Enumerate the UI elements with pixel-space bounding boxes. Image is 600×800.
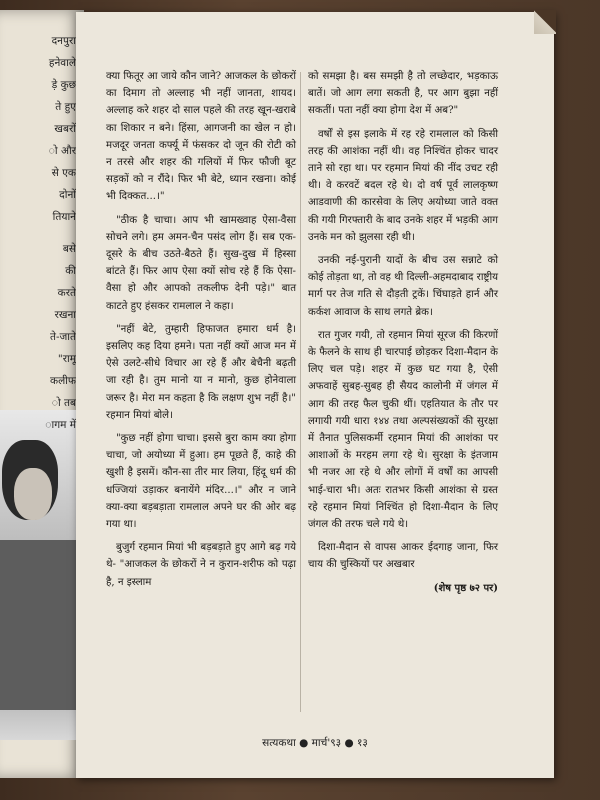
facing-text-line: की [65,265,76,277]
photo-body [0,540,78,710]
page-footer: सत्यकथा ● मार्च'९३ ● १३ [262,737,368,749]
paragraph: वर्षों से इस इलाके में रह रहे रामलाल को किसी तरह की आशंका नहीं थी। वह निश्चिंत होकर चादर ताने सो रहा था। पर रहमान मियां की नींद उचट रही थी। वे करवटें बदल रहे थे। दो वर्ष पूर्व लालकृष्ण आडवाणी की कारसेवा के लिए अयोध्या जाते वक्त की गयी गिरफ्तारी के बाद उनके शहर में भड़की आग उनके मन को झुलसा रही थी। [308,128,498,243]
paragraph: दिशा-मैदान से वापस आकर ईदगाह जाना, फिर चाय की चुस्कियों पर अखबार [308,542,498,571]
facing-text-line: करते [57,287,76,299]
paragraph: रात गुजर गयी, तो रहमान मियां सूरज की किरणों के फैलने के साथ ही चारपाई छोड़कर दिशा-मैदान के लिए चल पड़े। शहर में कुछ घट गया है, ऐसी अफवाहें सुबह-सुबह ही सैयद कालोनी में जंगल में आग की तरह फैल चुकी थीं। एहतियात के तौर पर लगायी गयी धारा १४४ तथा अल्पसंख्यकों की सुरक्षा में तैनात पुलिसकर्मी रहमान मियां की आशंका पर आशाओं के मरहम लगा रहे थे। सुरक्षा के इंतजाम भी नजर आ रहे थे और लोगों में वर्षों का आपसी भाई-चारा भी। अतः रातभर किसी आशंका से ग्रस्त रहे रहमान मियां निश्चिंत हो दिशा-मैदान के लिए जंगल की तरफ चले गये थे। [308,329,498,531]
facing-text-line: ो तब [51,397,76,409]
column-divider [300,72,301,712]
facing-text-line: दोनों [59,189,76,201]
facing-text-line: बसे [62,243,76,255]
portrait-photo [0,410,78,740]
facing-text-line: से एक [51,167,76,179]
facing-text-line: रखना [54,309,76,321]
facing-text-line: हनेवाले [48,57,76,69]
facing-text-line: ागम में [45,419,76,431]
paragraph: "ठीक है चाचा। आप भी खामख्वाह ऐसा-वैसा सोचने लगे। हम अमन-चैन पसंद लोग हैं। सब एक-दूसरे के बीच उठते-बैठते हैं। सुख-दुख में हिस्सा बांटते हैं। फिर आप ऐसा क्यों सोच रहे हैं कि ऐसा-वैसा हो और आपको तकलीफ देनी पड़े।" बात काटते हुए हंसकर रामलाल ने कहा। [106,214,296,312]
photo-face [14,468,52,520]
paragraph: उनकी नई-पुरानी यादों के बीच उस सन्नाटे को कोई तोड़ता था, तो वह थी दिल्ली-अहमदाबाद राष्ट्रीय मार्ग पर तेज गति से दौड़ती ट्रकें। चिंघाड़ते हार्न और कर्कश आवाज के साथ लगते ब्रेक। [308,255,498,318]
facing-text-line: तियाने [52,211,76,223]
facing-text-line: ते-जाते [49,331,76,343]
column-left [106,68,296,597]
facing-text-line: ते हुए [55,101,76,113]
facing-text-line: ो और [48,145,76,157]
facing-text-line: दनपुरा [51,35,76,47]
paragraph: बुजुर्ग रहमान मियां भी बड़बड़ाते हुए आगे बढ़ गये थे- "आजकल के छोकरों ने न कुरान-शरीफ को पढ़ा है, न इस्लाम [106,542,296,588]
folded-corner [534,10,556,34]
paragraph: "नहीं बेटे, तुम्हारी हिफाजत हमारा धर्म है। इसलिए कह दिया हमने। पता नहीं क्यों आज मन में ऐसे उलटे-सीधे विचार आ रहे हैं और बेचैनी बढ़ती जा रही है। तुम मानो या न मानो, कुछ होनेवाला जरूर है। मेरा मन कहता है कि लक्षण शुभ नहीं है।" रहमान मियां बोले। [106,323,296,421]
facing-text-line: कलीफ [50,375,76,387]
paragraph: को समझा है। बस समझी है तो लच्छेदार, भड़काऊ बातें। जो आग लगा सकती है, पर आग बुझा नहीं सकतीं। पता नहीं क्या होगा देश में अब?" [308,71,498,117]
continued-note: (शेष पृष्ठ ७२ पर) [433,582,498,594]
paragraph: "कुछ नहीं होगा चाचा। इससे बुरा काम क्या होगा चाचा, जो अयोध्या में हुआ। हम पूछते हैं, काहे की खुशी है इसमें। कौन-सा तीर मार लिया, हिंदू धर्म की धज्जियां उड़ाकर बनायेंगे मंदिर...।" और न जाने क्या-क्या बड़बड़ाता रामलाल अपने घर की ओर बढ़ गया था। [106,433,296,531]
facing-page [0,10,84,778]
paragraph: क्या फितूर आ जाये कौन जाने? आजकल के छोकरों का दिमाग तो अल्लाह भी नहीं जानता, शायद। अल्लाह करे शहर दो साल पहले की तरह खून-खराबे का शिकार न बने। हिंसा, आगजनी का खेल न हो। मजदूर जनता कर्फ्यू में फंसकर दो जून की रोटी को न तरसे और शहर की गलियों में फिर फौजी बूट सड़कों को न रौंदे। फिर भी बेटे, ध्यान रखना। कोई भी दिक्कत...।" [106,71,296,203]
facing-text-line: ड़े कुछ [51,79,76,91]
column-right [308,68,498,597]
facing-text-line: खबरों [54,123,76,135]
facing-text-line: "रामू [57,353,76,365]
magazine-page [76,12,554,778]
